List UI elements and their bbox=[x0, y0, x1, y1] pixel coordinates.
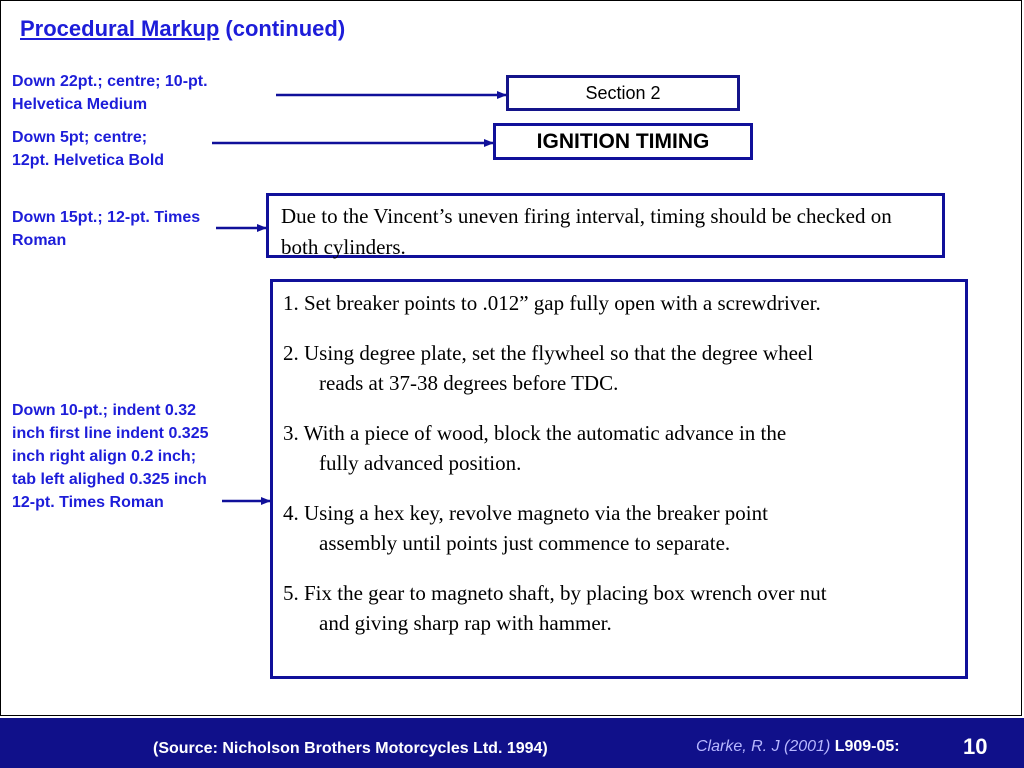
course-citation bbox=[696, 738, 900, 756]
annotation-note-4: Down 10-pt.; indent 0.32 inch first line indent 0.325 inch right align 0.2 inch; tab left alighed 0.325 inch 12-pt. Times Roman bbox=[12, 402, 209, 511]
annotation-note-3: Down 15pt.; 12-pt. Times Roman bbox=[12, 209, 201, 249]
title-link[interactable]: Procedural Markup bbox=[20, 16, 220, 41]
intro-paragraph-box bbox=[266, 193, 945, 258]
source-citation: (Source: Nicholson Brothers Motorcycles Ltd. 1994) bbox=[153, 740, 548, 757]
footer-bar bbox=[0, 718, 1024, 768]
page-number: 10 bbox=[963, 734, 988, 759]
annotation-note-2: Down 5pt; centre; 12pt. Helvetica Bold bbox=[12, 129, 165, 169]
section-label: Section 2 bbox=[585, 82, 661, 103]
title-suffix: (continued) bbox=[219, 16, 346, 41]
course-code: L909-05: bbox=[830, 738, 900, 755]
section-label-box bbox=[506, 75, 740, 111]
step-item: 1. Set breaker points to .012” gap fully open with a screwdriver. bbox=[283, 291, 821, 315]
intro-paragraph: Due to the Vincent’s uneven firing interval, timing should be checked on both cylinders. bbox=[281, 204, 892, 259]
heading-box bbox=[493, 123, 753, 160]
step-item: 4. Using a hex key, revolve magneto via the breaker point assembly until points just commence to separate. bbox=[283, 501, 768, 555]
step-item: 3. With a piece of wood, block the automatic advance in the fully advanced position. bbox=[283, 421, 787, 475]
steps-box bbox=[270, 279, 968, 679]
section-heading: IGNITION TIMING bbox=[536, 129, 710, 153]
annotation-note-1: Down 22pt.; centre; 10-pt. Helvetica Medium bbox=[12, 73, 208, 113]
step-item: 2. Using degree plate, set the flywheel so that the degree wheel reads at 37-38 degrees before TDC. bbox=[283, 341, 814, 395]
step-item: 5. Fix the gear to magneto shaft, by placing box wrench over nut and giving sharp rap with hammer. bbox=[283, 581, 827, 635]
citation-author: Clarke, R. J (2001) bbox=[696, 738, 831, 755]
